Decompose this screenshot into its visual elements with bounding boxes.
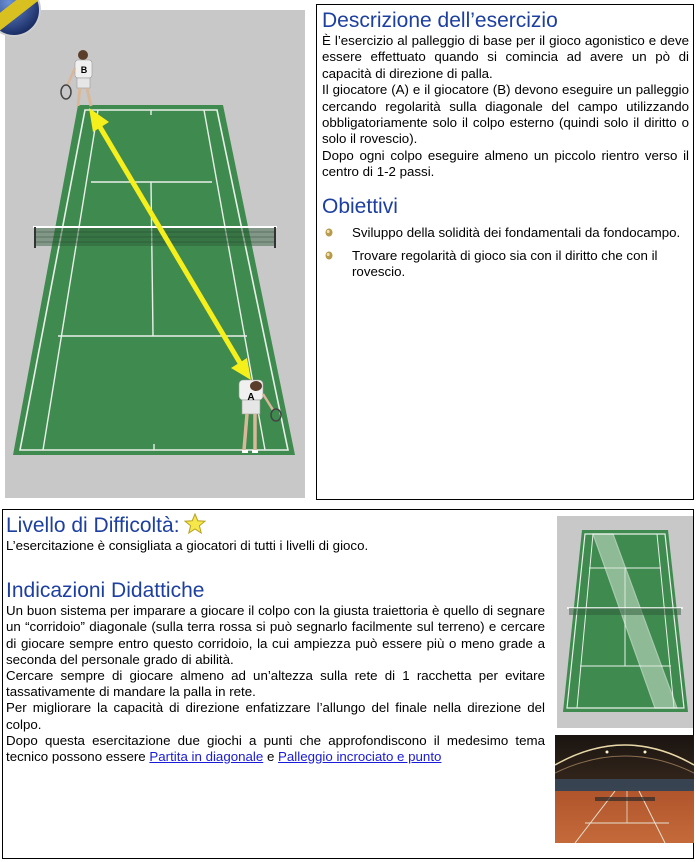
objectives-title: Obiettivi [322,194,398,218]
court-diagram [5,10,305,498]
didactic-paragraph-3: Per migliorare la capacità di direzione enfatizzare l’allungo del finale nella direzione del colpo. [6,700,545,732]
link-palleggio-incrociato[interactable]: Palleggio incrociato e punto [278,749,442,765]
court-illustration [5,10,305,498]
description-paragraph-1: È l’esercizio al palleggio di base per il gioco agonistico e deve essere effettuato quando si comincia ad avere un pò di capacità di direzione di palla. [322,33,689,81]
didactic-title: Indicazioni Didattiche [6,579,205,603]
description-paragraph-2: Il giocatore (A) e il giocatore (B) devono eseguire un palleggio cercando regolarità sulla diagonale del campo utilizzando obbligatoriamente solo il colpo esterno (quindi solo il diritto o solo il rovescio). [322,82,689,147]
corridor-diagram [557,516,693,728]
list-item [322,248,689,281]
objective-text: Sviluppo della solidità dei fondamentali da fondocampo. [352,224,681,240]
description-paragraph-3: Dopo ogni colpo eseguire almeno un piccolo rientro verso il centro di 1-2 passi. [322,147,689,180]
star-icon [184,513,206,535]
clay-court-image [555,735,694,843]
clay-court-photo [555,735,694,843]
objective-text: Trovare regolarità di gioco sia con il diritto che con il rovescio. [352,248,658,280]
difficulty-title [6,513,545,538]
video-badge[interactable] [0,0,44,38]
description-title: Descrizione dell’esercizio [322,9,558,32]
difficulty-text: L’esercitazione è consigliata a giocatori di tutti i livelli di gioco. [6,538,369,553]
didactic-last-text: Dopo questa esercitazione due giochi a punti che approfondiscono il medesimo tema tecnico possono essere [6,732,545,765]
player-b-figure [61,50,92,106]
difficulty-label: Livello di Difficoltà: [6,514,180,537]
didactic-section [6,513,545,765]
video-icon [0,0,44,38]
didactic-paragraph-1: Un buon sistema per imparare a giocare il colpo con la giusta traiettoria è quello di segnare un “corridoio” diagonale (sulla terra rossa si può segnarlo facilmente sul terreno) e cercare di giocare sempre entro questo corridoio, la cui ampiezza può essere più o meno grade a seconda del personale grado di abilità. [6,603,545,667]
link-partita-in-diagonale[interactable]: Partita in diagonale [149,749,264,765]
didactic-paragraph-2: Cercare sempre di giocare almeno ad un’altezza sulla rete di 1 racchetta per evitare tassativamente di mandare la palla in rete. [6,668,545,700]
bullet-icon [325,228,333,237]
conjunction-text: e [263,749,279,765]
bullet-icon [325,251,333,260]
player-a-label: A [247,392,255,403]
description-panel [316,4,694,500]
list-item [322,225,689,241]
objectives-list [322,225,689,281]
didactic-paragraph-4 [6,733,545,765]
corridor-court-illustration [557,516,693,728]
player-b-label: B [80,65,88,75]
